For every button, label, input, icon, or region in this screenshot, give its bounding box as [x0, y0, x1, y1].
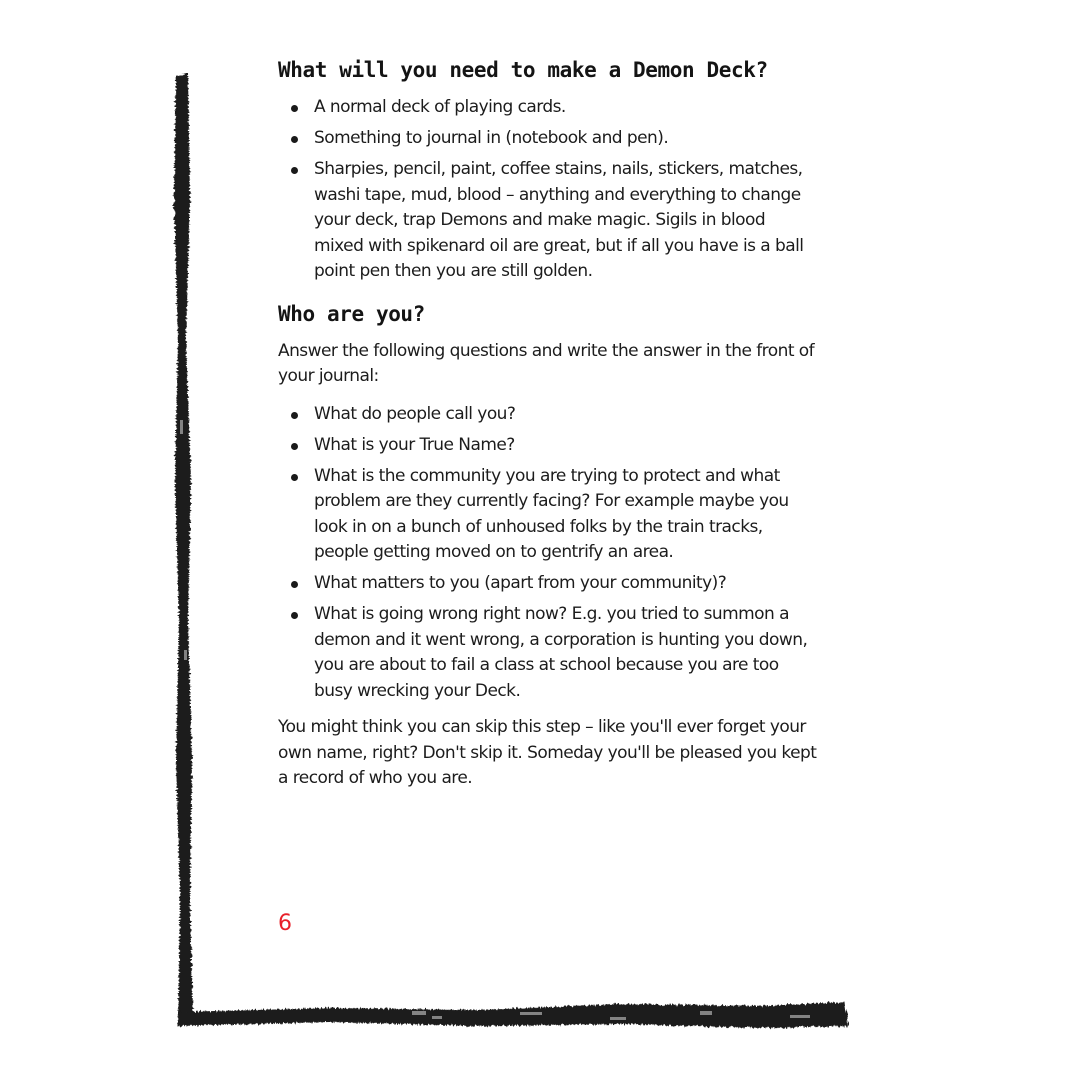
- list-item-text: What is going wrong right now? E.g. you tried to summon a demon and it went wrong, a corporation is hunting you down, you are about to fail a class at school because you are too busy wrecking your Deck.: [314, 604, 808, 701]
- bullet-icon: [291, 105, 298, 112]
- list-item-text: Sharpies, pencil, paint, coffee stains, nails, stickers, matches, washi tape, mud, blood – anything and everything to change your deck, trap Demons and make magic. Sigils in blood mixed with spikenard oil are great, but if all you have is a ball point pen then you are still golden.: [314, 159, 804, 281]
- section-heading-materials: What will you need to make a Demon Deck?: [278, 58, 768, 82]
- bullet-icon: [291, 581, 298, 588]
- questions-list: [278, 402, 818, 705]
- list-item: [278, 95, 818, 121]
- bullet-icon: [291, 612, 298, 619]
- list-item-text: What do people call you?: [314, 403, 516, 424]
- page-content: [278, 56, 818, 792]
- list-item: [278, 464, 818, 566]
- section-heading-who-are-you: Who are you?: [278, 301, 425, 326]
- list-item-text: What is your True Name?: [314, 434, 515, 455]
- section-intro: Answer the following questions and write the answer in the front of your journal:: [278, 340, 815, 386]
- page-number: 6: [278, 911, 292, 936]
- bullet-icon: [291, 167, 298, 174]
- list-item-text: A normal deck of playing cards.: [314, 97, 566, 117]
- bullet-icon: [291, 474, 298, 481]
- list-item-text: What is the community you are trying to protect and what problem are they currently facing? For example maybe you look in on a bunch of unhoused folks by the train tracks, people getting moved on to gentrify an area.: [314, 465, 789, 562]
- list-item: [278, 602, 818, 704]
- list-item-text: What matters to you (apart from your community)?: [314, 573, 727, 593]
- bullet-icon: [291, 443, 298, 450]
- closing-paragraph: You might think you can skip this step – like you'll ever forget your own name, right? Don't skip it. Someday you'll be pleased you kept a record of who you are.: [278, 717, 817, 788]
- list-item: [278, 433, 818, 459]
- list-item: [278, 126, 818, 152]
- bullet-icon: [291, 136, 298, 143]
- list-item-text: Something to journal in (notebook and pen).: [314, 128, 669, 148]
- list-item: [278, 402, 818, 428]
- materials-list: [278, 95, 818, 285]
- bullet-icon: [291, 412, 298, 419]
- list-item: [278, 157, 818, 285]
- frame-left-stroke: [174, 73, 193, 1024]
- frame-bottom-stroke: [178, 1002, 848, 1028]
- list-item: [278, 571, 818, 597]
